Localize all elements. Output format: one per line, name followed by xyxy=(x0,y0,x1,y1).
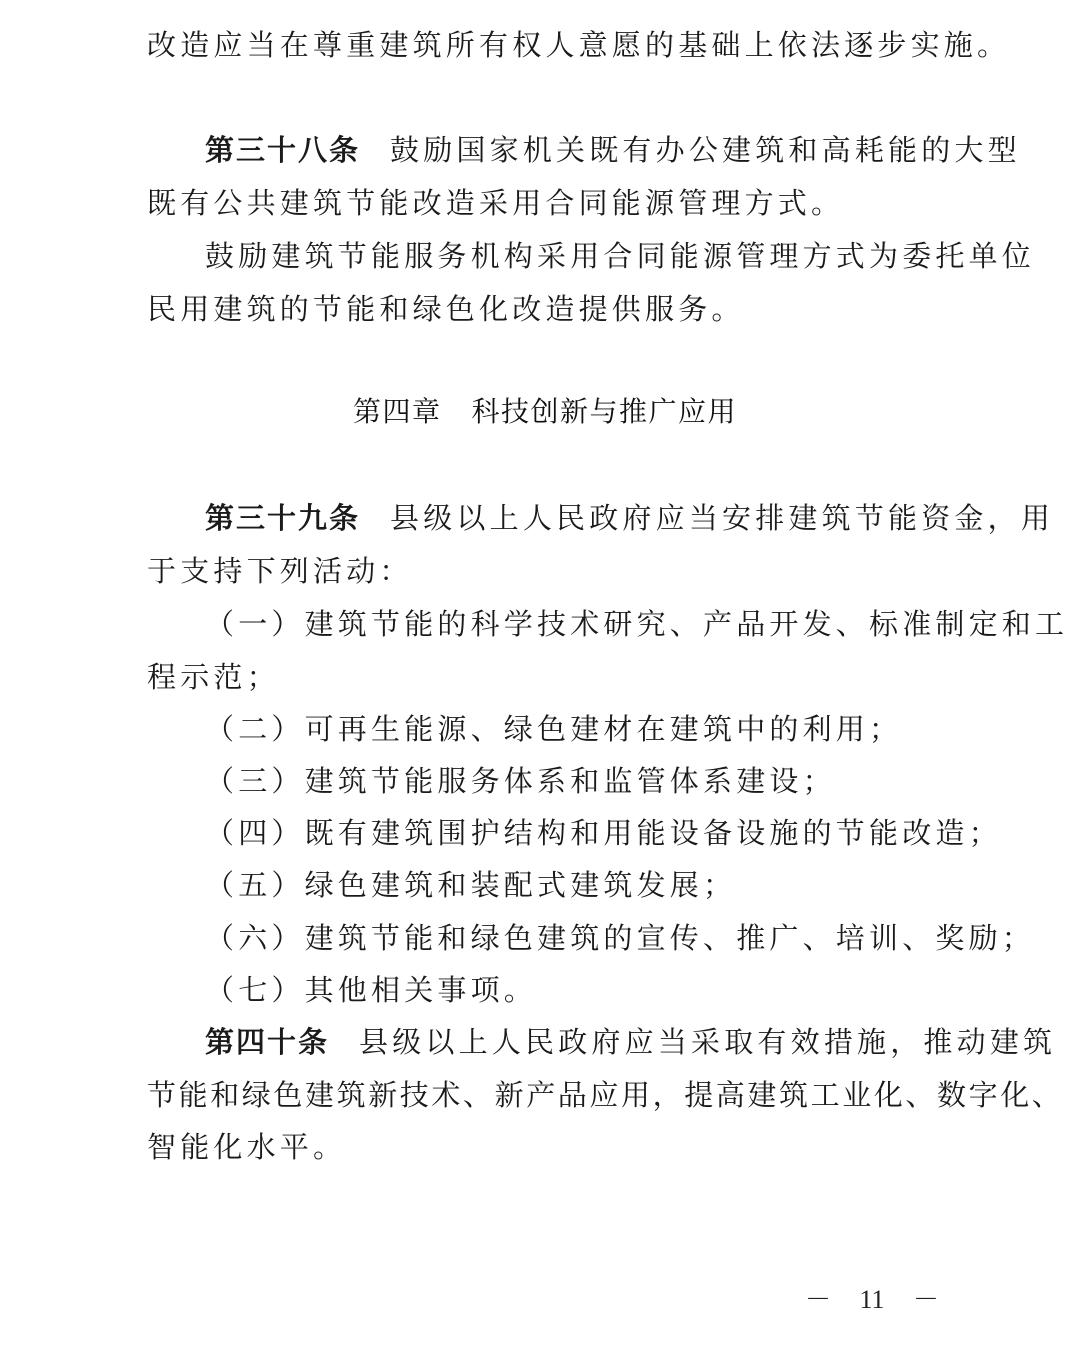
list-item-text: 既有建筑围护结构和用能设备设施的节能改造； xyxy=(304,816,1002,850)
article-40-label: 第四十条 xyxy=(205,1025,330,1059)
list-item-6 xyxy=(205,918,1036,958)
article-39-label: 第三十九条 xyxy=(205,501,361,535)
list-item-text: 建筑节能和绿色建筑的宣传、推广、培训、奖励； xyxy=(304,921,1036,955)
article-38-line-1 xyxy=(205,130,1021,170)
article-38-label: 第三十八条 xyxy=(205,133,361,167)
article-38-line-2: 既有公共建筑节能改造采用合同能源管理方式。 xyxy=(147,186,845,220)
paragraph-line: 改造应当在尊重建筑所有权人意愿的基础上依法逐步实施。 xyxy=(147,28,1011,62)
list-item-text: 建筑节能服务体系和监管体系建设； xyxy=(304,764,836,798)
list-item-text: 绿色建筑和装配式建筑发展； xyxy=(304,868,737,902)
list-item-text: 其他相关事项。 xyxy=(304,973,538,1007)
list-marker: （二） xyxy=(205,712,305,746)
list-item-4 xyxy=(205,813,1005,853)
article-40-line-1 xyxy=(205,1022,1057,1062)
page-number: 11 xyxy=(859,1285,885,1314)
chapter-heading xyxy=(0,392,1080,432)
list-marker: （六） xyxy=(205,921,305,955)
list-item-1 xyxy=(205,604,1069,644)
dash-right: － xyxy=(912,1285,939,1314)
list-marker: （三） xyxy=(205,764,305,798)
list-marker: （一） xyxy=(205,607,305,641)
list-marker: （四） xyxy=(205,816,305,850)
list-item-text: 可再生能源、绿色建材在建筑中的利用； xyxy=(304,712,903,746)
list-item-5 xyxy=(205,865,1005,905)
list-item-7 xyxy=(205,970,1005,1010)
article-38-text: 鼓励国家机关既有办公建筑和高耗能的大型 xyxy=(390,133,1021,167)
article-40-line-3: 智能化水平。 xyxy=(147,1130,347,1164)
list-item-3 xyxy=(205,761,1005,801)
chapter-title: 科技创新与推广应用 xyxy=(471,395,738,428)
list-marker: （七） xyxy=(205,973,305,1007)
article-40-line-2: 节能和绿色建筑新技术、新产品应用，提高建筑工业化、数字化、 xyxy=(147,1078,1064,1112)
article-38-para2-line-2: 民用建筑的节能和绿色化改造提供服务。 xyxy=(147,292,745,326)
list-item-1-cont: 程示范； xyxy=(147,660,280,694)
article-40-text: 县级以上人民政府应当采取有效措施，推动建筑 xyxy=(359,1025,1057,1059)
list-item-text: 建筑节能的科学技术研究、产品开发、标准制定和工 xyxy=(304,607,1069,641)
article-38-para2-line-1: 鼓励建筑节能服务机构采用合同能源管理方式为委托单位 xyxy=(205,239,1036,273)
chapter-number: 第四章 xyxy=(352,395,442,428)
article-39-text: 县级以上人民政府应当安排建筑节能资金，用 xyxy=(390,501,1055,535)
list-item-2 xyxy=(205,709,1005,749)
article-39-line-2: 于支持下列活动： xyxy=(147,554,413,588)
dash-left: － xyxy=(804,1285,831,1314)
page-number-footer xyxy=(795,1280,949,1320)
article-39-line-1 xyxy=(205,498,1055,538)
list-marker: （五） xyxy=(205,868,305,902)
